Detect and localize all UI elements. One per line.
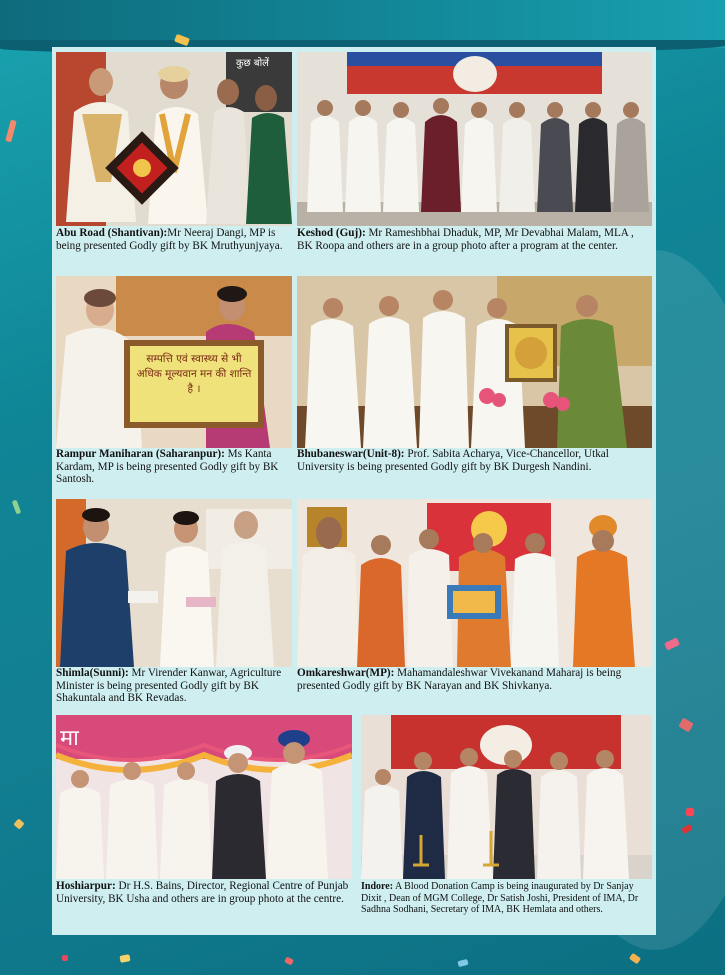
news-location: Rampur Maniharan (Saharanpur): <box>56 448 225 460</box>
news-location: Indore: <box>361 881 394 892</box>
news-location: Bhubaneswar(Unit-8): <box>297 448 405 460</box>
news-location: Keshod (Guj): <box>297 227 366 239</box>
news-photo <box>56 715 352 879</box>
content-panel <box>52 47 656 935</box>
confetti-piece <box>629 953 641 964</box>
news-photo <box>297 276 652 448</box>
confetti-piece <box>62 955 68 961</box>
confetti-piece <box>685 807 694 816</box>
confetti-piece <box>119 954 130 963</box>
news-photo <box>297 499 652 667</box>
news-item-omkareshwar <box>297 499 652 711</box>
news-text: Mahamandaleshwar Vivekanand Maharaj is being presented Godly gift by BK Narayan and BK Shivkanya. <box>297 667 622 692</box>
news-item-keshod <box>297 52 652 277</box>
banner-text: कुछ बोलें <box>236 58 269 69</box>
confetti-piece <box>457 959 468 967</box>
news-caption <box>56 667 292 705</box>
news-text: Prof. Sabita Acharya, Vice-Chancellor, Utkal University is being presented Godly gift by BK Durgesh Nandini. <box>297 448 609 473</box>
news-caption <box>297 667 652 692</box>
news-photo <box>56 52 292 226</box>
news-caption <box>56 227 292 252</box>
hindi-board-text: सम्पत्ति एवं स्वास्थ्य से भी अधिक मूल्यवान मन की शान्ति है । <box>136 353 252 395</box>
news-item-indore <box>361 715 652 935</box>
news-text: Ms Kanta Kardam, MP is being presented Godly gift by BK Santosh. <box>56 448 279 486</box>
news-item-rampur-maniharan <box>56 276 292 496</box>
confetti-piece <box>13 818 24 829</box>
news-caption <box>297 448 652 473</box>
news-item-shimla <box>56 499 292 711</box>
banner-text: मा <box>60 726 79 751</box>
news-photo <box>361 715 652 879</box>
news-photo <box>56 276 292 448</box>
news-item-bhubaneswar <box>297 276 652 496</box>
confetti-piece <box>12 500 21 515</box>
news-item-hoshiarpur <box>56 715 352 935</box>
news-caption <box>56 448 292 486</box>
news-caption <box>361 881 652 916</box>
news-location: Abu Road (Shantivan): <box>56 227 168 239</box>
news-location: Shimla(Sunni): <box>56 667 129 679</box>
confetti-piece <box>284 957 294 966</box>
news-photo <box>56 499 292 667</box>
news-photo <box>297 52 652 226</box>
news-text: Mr Neeraj Dangi, MP is being presented Godly gift by BK Mruthyunjyaya. <box>56 227 283 252</box>
news-text: A Blood Donation Camp is being inaugurated by Dr Sanjay Dixit , Dean of MGM College, Dr Satish Joshi, President of IMA, Dr Sadhna Sodhani, Secretary of IMA, BK Hemlata and others. <box>361 881 639 915</box>
news-text: Mr Rameshbhai Dhaduk, MP, Mr Devabhai Malam, MLA , BK Roopa and others are in a group photo after a program at the center. <box>297 227 634 252</box>
confetti-piece <box>5 120 16 143</box>
news-caption <box>297 227 652 252</box>
news-text: Dr H.S. Bains, Director, Regional Centre of Punjab University, BK Usha and others are in group photo at the centre. <box>56 880 349 905</box>
news-location: Hoshiarpur: <box>56 880 116 892</box>
news-item-abu-road <box>56 52 292 277</box>
news-text: Mr Virender Kanwar, Agriculture Minister is being presented Godly gift by BK Shakuntala and BK Revadas. <box>56 667 282 705</box>
news-location: Omkareshwar(MP): <box>297 667 395 679</box>
top-header-band <box>0 0 725 48</box>
news-caption <box>56 880 352 905</box>
